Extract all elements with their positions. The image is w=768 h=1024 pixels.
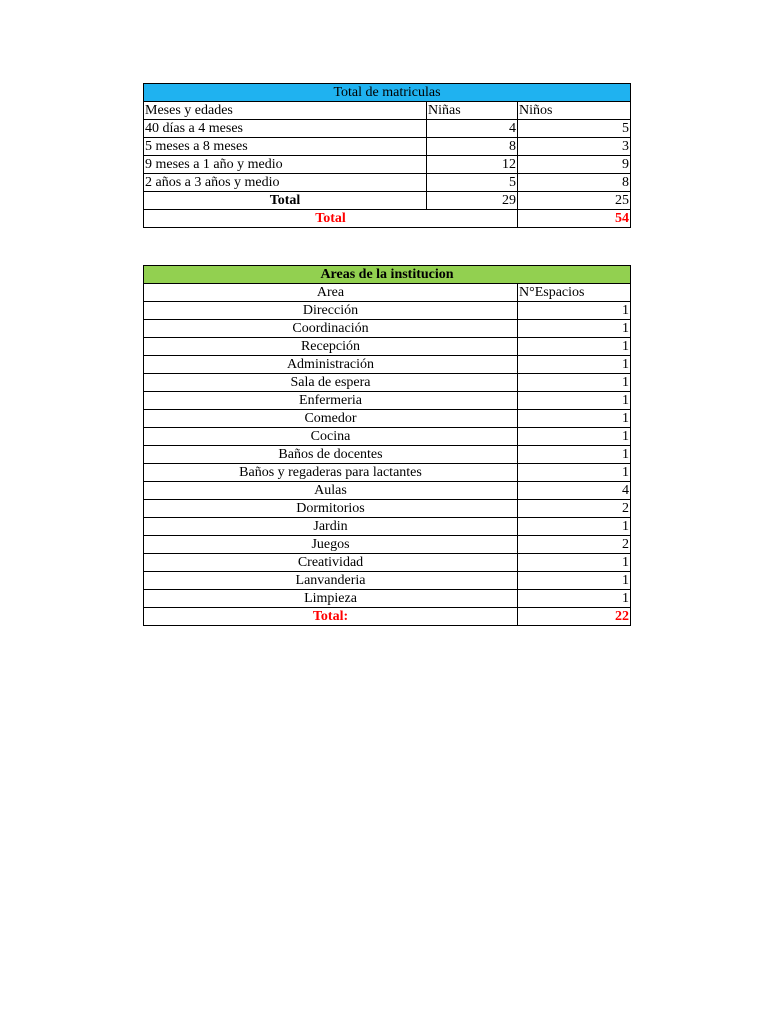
area-name-cell: Administración <box>144 356 518 374</box>
col-header-area: Area <box>144 284 518 302</box>
area-count-cell: 1 <box>518 410 631 428</box>
areas-total-value: 22 <box>518 608 631 626</box>
area-count-cell: 2 <box>518 500 631 518</box>
boys-cell: 9 <box>518 156 631 174</box>
areas-title-row <box>144 266 631 284</box>
table-row <box>144 428 631 446</box>
area-name-cell: Baños y regaderas para lactantes <box>144 464 518 482</box>
age-range-cell: 40 días a 4 meses <box>144 120 427 138</box>
enrollment-title: Total de matriculas <box>144 84 631 102</box>
girls-cell: 5 <box>427 174 518 192</box>
area-count-cell: 1 <box>518 320 631 338</box>
table-row <box>144 464 631 482</box>
area-count-cell: 1 <box>518 302 631 320</box>
boys-cell: 3 <box>518 138 631 156</box>
areas-table <box>143 265 631 626</box>
table-row <box>144 500 631 518</box>
areas-total-label: Total: <box>144 608 518 626</box>
table-row <box>144 120 631 138</box>
areas-total-row <box>144 608 631 626</box>
table-row <box>144 410 631 428</box>
grand-total-value: 54 <box>518 210 631 228</box>
boys-cell: 8 <box>518 174 631 192</box>
area-name-cell: Dormitorios <box>144 500 518 518</box>
age-range-cell: 5 meses a 8 meses <box>144 138 427 156</box>
table-row <box>144 446 631 464</box>
area-count-cell: 1 <box>518 572 631 590</box>
table-row <box>144 392 631 410</box>
area-name-cell: Creatividad <box>144 554 518 572</box>
area-count-cell: 1 <box>518 464 631 482</box>
age-range-cell: 9 meses a 1 año y medio <box>144 156 427 174</box>
area-name-cell: Comedor <box>144 410 518 428</box>
table-row <box>144 572 631 590</box>
table-row <box>144 356 631 374</box>
area-name-cell: Jardin <box>144 518 518 536</box>
area-count-cell: 1 <box>518 428 631 446</box>
enrollment-table <box>143 83 631 228</box>
area-count-cell: 1 <box>518 392 631 410</box>
area-count-cell: 2 <box>518 536 631 554</box>
table-row <box>144 320 631 338</box>
table-row <box>144 138 631 156</box>
col-header-ages: Meses y edades <box>144 102 427 120</box>
area-name-cell: Cocina <box>144 428 518 446</box>
area-count-cell: 4 <box>518 482 631 500</box>
area-name-cell: Limpieza <box>144 590 518 608</box>
boys-cell: 5 <box>518 120 631 138</box>
table-row <box>144 302 631 320</box>
girls-cell: 4 <box>427 120 518 138</box>
girls-cell: 12 <box>427 156 518 174</box>
areas-title: Areas de la institucion <box>144 266 631 284</box>
table-row <box>144 156 631 174</box>
table-row <box>144 174 631 192</box>
area-count-cell: 1 <box>518 338 631 356</box>
girls-cell: 8 <box>427 138 518 156</box>
table-row <box>144 518 631 536</box>
area-name-cell: Recepción <box>144 338 518 356</box>
subtotal-girls: 29 <box>427 192 518 210</box>
col-header-boys: Niños <box>518 102 631 120</box>
enrollment-header-row <box>144 102 631 120</box>
col-header-girls: Niñas <box>427 102 518 120</box>
area-name-cell: Juegos <box>144 536 518 554</box>
area-name-cell: Baños de docentes <box>144 446 518 464</box>
subtotal-label: Total <box>144 192 427 210</box>
table-row <box>144 590 631 608</box>
table-row <box>144 554 631 572</box>
area-name-cell: Enfermeria <box>144 392 518 410</box>
grand-total-row <box>144 210 631 228</box>
grand-total-label: Total <box>144 210 518 228</box>
col-header-spaces: N°Espacios <box>518 284 631 302</box>
area-name-cell: Aulas <box>144 482 518 500</box>
table-row <box>144 374 631 392</box>
area-name-cell: Lanvanderia <box>144 572 518 590</box>
subtotal-row <box>144 192 631 210</box>
area-name-cell: Dirección <box>144 302 518 320</box>
table-row <box>144 536 631 554</box>
area-count-cell: 1 <box>518 374 631 392</box>
area-count-cell: 1 <box>518 518 631 536</box>
table-row <box>144 338 631 356</box>
area-count-cell: 1 <box>518 446 631 464</box>
area-count-cell: 1 <box>518 356 631 374</box>
area-name-cell: Sala de espera <box>144 374 518 392</box>
subtotal-boys: 25 <box>518 192 631 210</box>
area-count-cell: 1 <box>518 590 631 608</box>
area-count-cell: 1 <box>518 554 631 572</box>
enrollment-title-row <box>144 84 631 102</box>
area-name-cell: Coordinación <box>144 320 518 338</box>
age-range-cell: 2 años a 3 años y medio <box>144 174 427 192</box>
areas-header-row <box>144 284 631 302</box>
table-row <box>144 482 631 500</box>
